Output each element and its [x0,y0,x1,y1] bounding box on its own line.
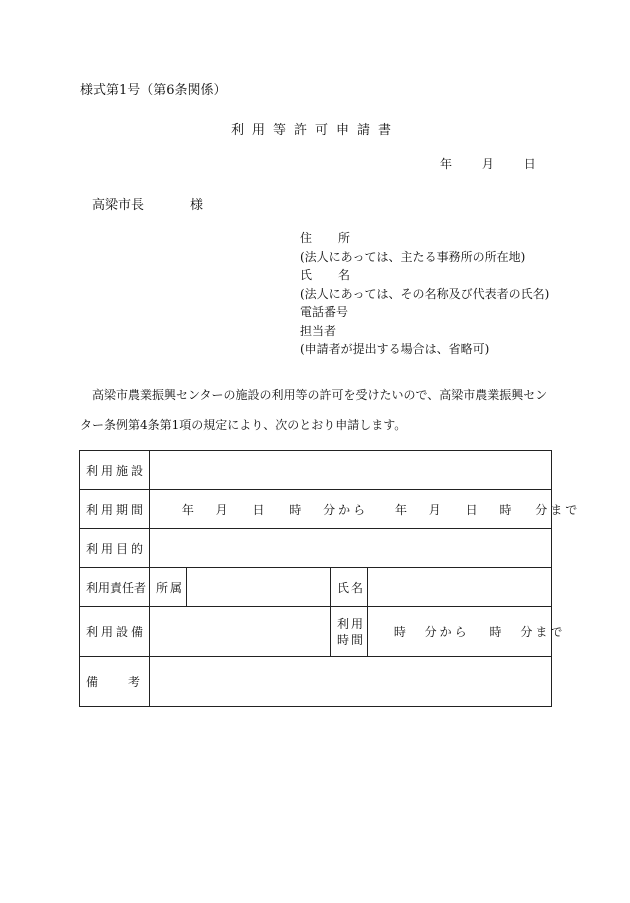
use-time-label: 利用 時間 [331,607,368,657]
row-equipment [80,607,552,657]
use-time-field[interactable]: 時 分から 時 分まで [368,607,552,657]
facility-label: 利用施設 [80,451,150,490]
person-name-label: 氏名 [331,568,368,607]
applicant-block [300,229,549,359]
purpose-label: 利用目的 [80,529,150,568]
address-label: 住 所 [300,231,351,245]
period-label: 利用期間 [80,490,150,529]
application-statement [80,380,562,440]
row-responsible [80,568,552,607]
remarks-label: 備 考 [80,657,150,707]
contact-note: (申請者が提出する場合は、省略可) [300,342,490,356]
row-remarks [80,657,552,707]
affiliation-label: 所属 [150,568,187,607]
facility-field[interactable] [150,451,552,490]
date-year: 年 [440,157,453,171]
address-note: (法人にあっては、主たる事務所の所在地) [300,249,526,264]
row-facility [80,451,552,490]
contact-label: 担当者 [300,323,337,338]
phone-label: 電話番号 [300,305,349,319]
remarks-field[interactable] [150,657,552,707]
row-purpose [80,529,552,568]
period-field[interactable]: 年 月 日 時 分から 年 月 日 時 分まで [150,490,552,529]
document-title: 利用等許可申請書 [230,123,399,138]
name-label: 氏 名 [300,268,351,282]
date-day: 日 [523,157,536,171]
name-note: (法人にあっては、その名称及び代表者の氏名) [300,286,550,301]
statement-line-1: 高梁市農業振興センターの施設の利用等の許可を受けたいので、高梁市農業振興セン [92,388,548,402]
row-period [80,490,552,529]
equipment-label: 利用設備 [80,607,150,657]
addressee-honorific: 様 [190,198,204,213]
addressee [92,194,203,213]
addressee-name: 高梁市長 [92,198,145,213]
statement-line-2: ター条例第4条第1項の規定により、次のとおり申請します。 [80,418,407,432]
purpose-field[interactable] [150,529,552,568]
date-line [440,155,536,172]
date-month: 月 [481,157,494,171]
form-number: 様式第1号（第6条関係） [80,83,227,98]
application-table [79,450,581,707]
affiliation-field[interactable] [187,568,331,607]
responsible-label: 利用責任者 [80,568,150,607]
person-name-field[interactable] [368,568,552,607]
equipment-field[interactable] [150,607,331,657]
